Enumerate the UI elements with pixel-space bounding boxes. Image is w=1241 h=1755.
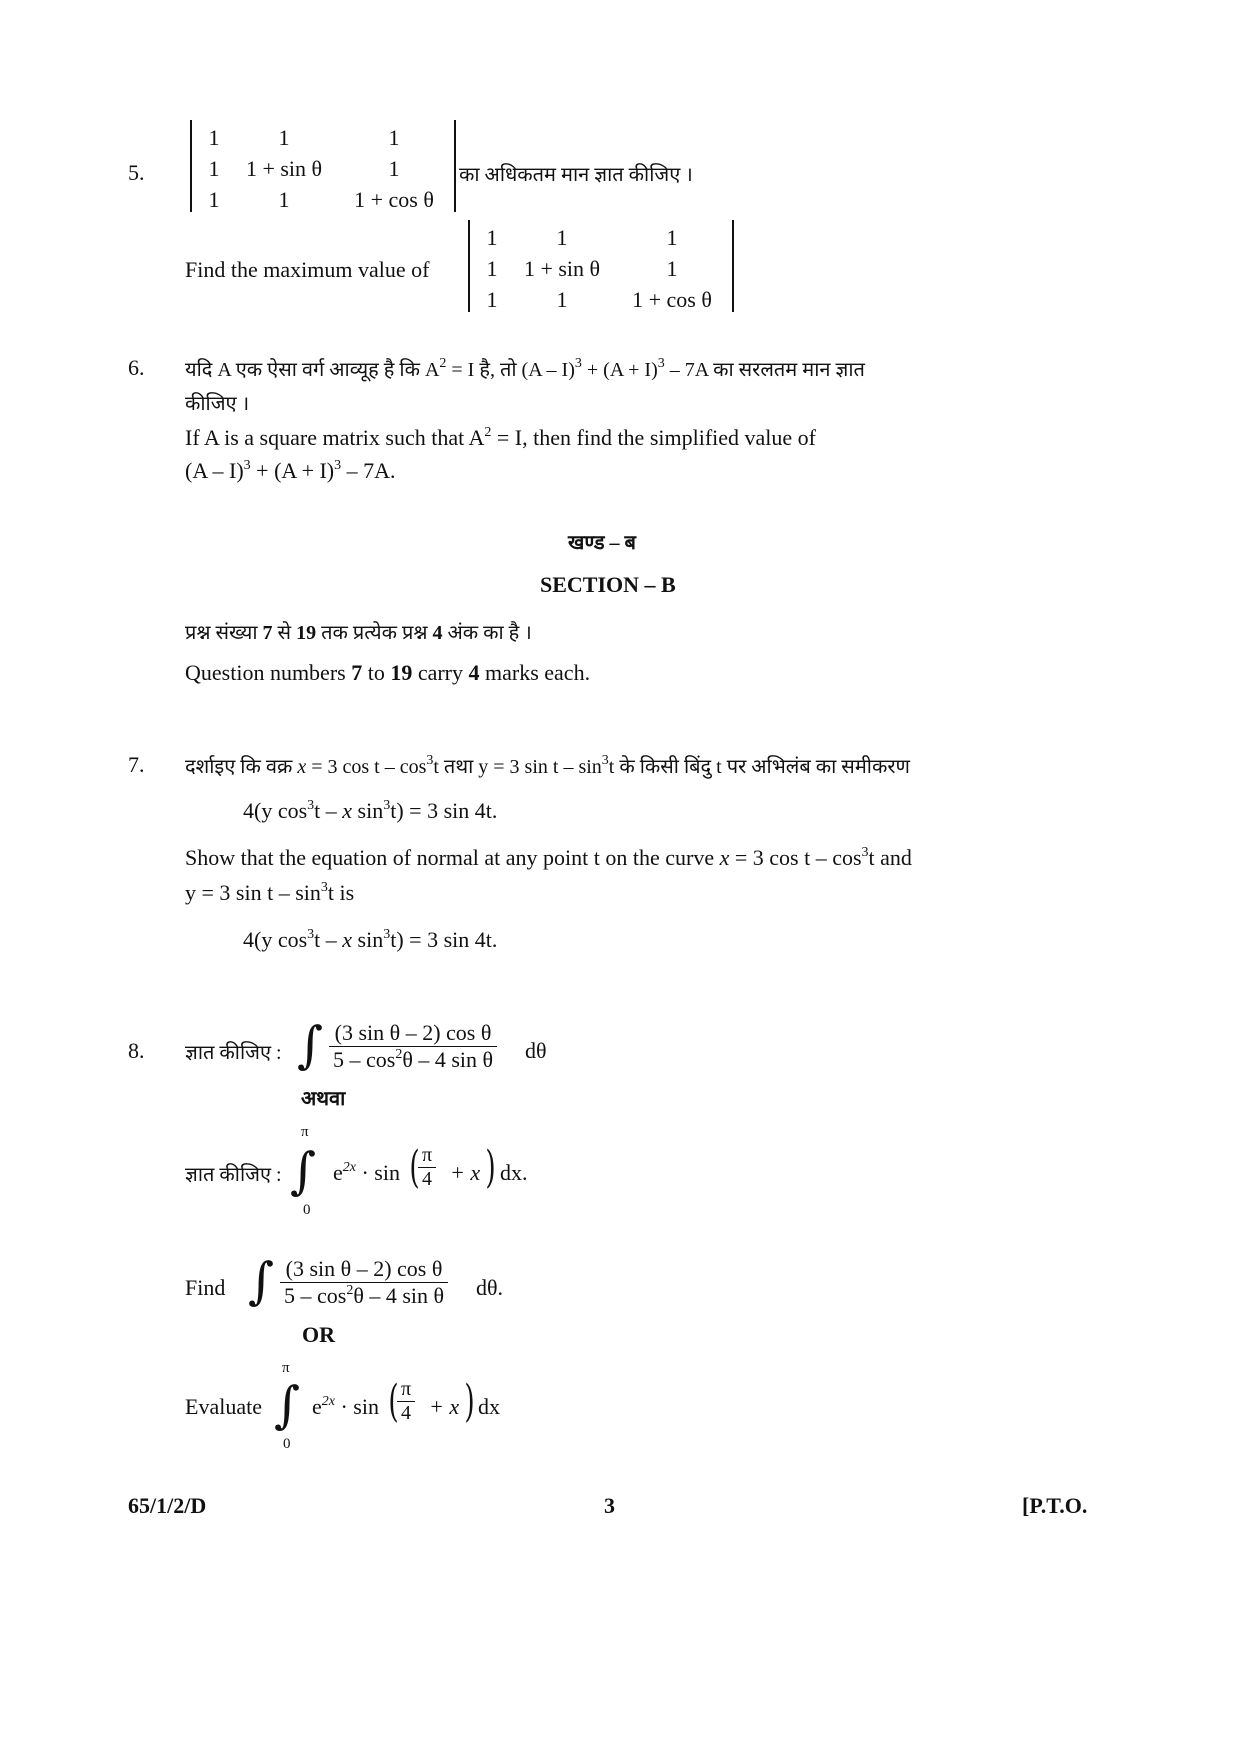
q6-english-line1: If A is a square matrix such that $A^2 = I$, then find the simplified value of	[185, 425, 816, 450]
footer-pto: [P.T.O.	[1022, 1493, 1088, 1518]
det-cell: 1 + cos θ	[632, 287, 712, 312]
left-paren: (	[388, 1376, 399, 1427]
q7-hindi-line: दर्शाइए कि वक्र x = 3 cos t – $\cos^3t$ तथा y = 3 sin t – $\sin^3t$ के किसी बिंदु t पर अभिलंब का समीकरण	[185, 753, 910, 778]
upper-limit: π	[282, 1360, 290, 1376]
q8-number: 8.	[128, 1038, 145, 1063]
q8-hindi-find-1: ज्ञात कीजिए :	[185, 1042, 282, 1064]
q8-dx-dot: dx.	[500, 1160, 528, 1185]
q8-english-find: Find	[185, 1275, 226, 1300]
q5-english-determinant	[468, 220, 734, 312]
q8-dtheta-2: dθ.	[476, 1275, 504, 1300]
q7-english-line2: y = 3 sin t – $\sin^3t$ is	[185, 880, 355, 905]
det-cell: 1	[388, 156, 400, 181]
integral-sign: ∫	[248, 1252, 275, 1310]
q6-english-line2: $(A - I)^3 + (A + I)^3 - 7A$.	[185, 458, 396, 483]
integral-sign: ∫	[290, 1142, 317, 1200]
q7-number: 7.	[128, 752, 145, 777]
q8-pi-over-4-b: π 4	[397, 1378, 415, 1425]
q7-english-line1: Show that the equation of normal at any point t on the curve x = 3 cos t – $\cos^3t$ and	[185, 845, 912, 870]
q5-english-text: Find the maximum value of	[185, 257, 430, 282]
footer-page-number: 3	[604, 1493, 615, 1518]
section-english-title: SECTION – B	[540, 572, 676, 597]
integral-sign: ∫	[297, 1016, 324, 1074]
q5-hindi-determinant	[190, 120, 456, 212]
upper-limit: π	[301, 1124, 309, 1140]
q8-fraction-2: (3 sin θ – 2) cos θ $5 - \cos^2\theta - 4$ sin θ	[280, 1256, 448, 1309]
right-paren: )	[485, 1142, 496, 1193]
det-cell: 1	[666, 225, 678, 250]
det-cell: 1	[486, 225, 498, 250]
det-cell: 1	[486, 256, 498, 281]
det-cell: 1	[388, 125, 400, 150]
q8-integrand-2: $e^{2x} \cdot \sin$	[333, 1160, 400, 1185]
q8-hindi-or: अथवा	[301, 1088, 346, 1110]
det-cell: 1	[278, 125, 290, 150]
det-cell: 1	[556, 287, 568, 312]
left-paren: (	[409, 1142, 420, 1193]
q8-fraction-1: (3 sin θ – 2) cos θ $5 - \cos^2\theta - 4$ sin θ	[329, 1020, 497, 1073]
lower-limit: 0	[303, 1202, 311, 1218]
det-cell: 1	[556, 225, 568, 250]
q7-english-equation: 4(y $\cos^3t$ – x $\sin^3t) = 3$ sin 4t.	[243, 927, 498, 952]
det-cell: 1 + sin θ	[523, 256, 601, 281]
q8-english-or: OR	[302, 1322, 335, 1347]
q8-dx: dx	[478, 1394, 500, 1419]
det-cell: 1	[208, 125, 220, 150]
section-hindi-title: खण्ड – ब	[568, 532, 636, 554]
q6-hindi-line2: कीजिए ।	[185, 393, 250, 415]
q8-integrand-4: $e^{2x} \cdot \sin$	[312, 1394, 379, 1419]
q8-hindi-find-2: ज्ञात कीजिए :	[185, 1164, 282, 1186]
det-cell: 1	[278, 187, 290, 212]
integral-sign: ∫	[274, 1376, 301, 1434]
q8-dtheta-1: dθ	[525, 1038, 547, 1063]
q8-plus-x-a: + x	[450, 1160, 481, 1185]
section-english-note: Question numbers 7 to 19 carry 4 marks each.	[185, 660, 591, 685]
det-cell: 1	[208, 156, 220, 181]
q5-hindi-text: का अधिकतम मान ज्ञात कीजिए ।	[459, 164, 693, 186]
q8-pi-over-4-a: π 4	[418, 1144, 436, 1191]
det-cell: 1 + sin θ	[245, 156, 323, 181]
right-paren: )	[464, 1376, 475, 1427]
q5-number: 5.	[128, 160, 145, 185]
q8-english-evaluate: Evaluate	[185, 1394, 262, 1419]
det-cell: 1 + cos θ	[354, 187, 434, 212]
q8-plus-x-b: + x	[429, 1394, 460, 1419]
q6-number: 6.	[128, 355, 145, 380]
footer-code: 65/1/2/D	[128, 1493, 207, 1518]
lower-limit: 0	[283, 1436, 291, 1452]
q6-hindi-line1: यदि A एक ऐसा वर्ग आव्यूह है कि $A^2 = I$ है, तो $(A - I)^3 + (A + I)^3 - 7A$ का सरलतम मान ज्ञात	[185, 356, 865, 381]
det-cell: 1	[486, 287, 498, 312]
q7-hindi-equation: 4(y $\cos^3t$ – x $\sin^3t) = 3$ sin 4t.	[243, 798, 498, 823]
section-hindi-note: प्रश्न संख्या 7 से 19 तक प्रत्येक प्रश्न 4 अंक का है ।	[185, 622, 532, 644]
det-cell: 1	[666, 256, 678, 281]
det-cell: 1	[208, 187, 220, 212]
